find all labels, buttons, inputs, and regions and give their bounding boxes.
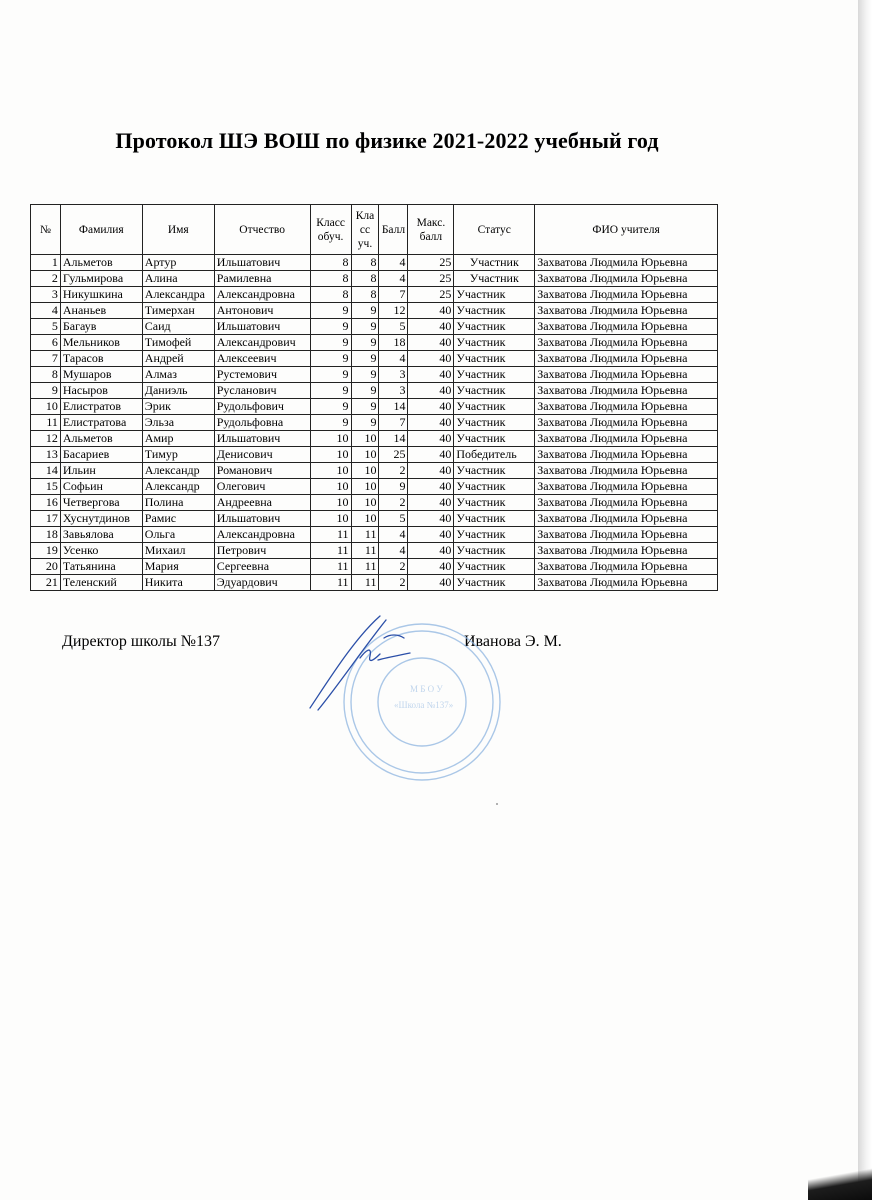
director-signature <box>300 598 430 723</box>
cell-patronymic: Ильшатович <box>214 255 310 271</box>
cell-score: 3 <box>379 367 408 383</box>
cell-patronymic: Ильшатович <box>214 319 310 335</box>
cell-grade-participating: 10 <box>351 479 379 495</box>
cell-status: Участник <box>454 351 535 367</box>
cell-surname: Гульмирова <box>60 271 142 287</box>
cell-max-score: 40 <box>408 511 454 527</box>
cell-patronymic: Эдуардович <box>214 575 310 591</box>
cell-patronymic: Олегович <box>214 479 310 495</box>
table-row <box>31 399 718 415</box>
cell-name: Тимерхан <box>142 303 214 319</box>
cell-status: Участник <box>454 367 535 383</box>
cell-grade-studying: 10 <box>310 463 351 479</box>
cell-status: Участник <box>454 303 535 319</box>
cell-teacher: Захватова Людмила Юрьевна <box>535 287 718 303</box>
cell-status: Участник <box>454 399 535 415</box>
table-row <box>31 303 718 319</box>
cell-score: 25 <box>379 447 408 463</box>
cell-number: 21 <box>31 575 61 591</box>
table-row <box>31 463 718 479</box>
director-name: Иванова Э. М. <box>464 633 562 650</box>
cell-number: 16 <box>31 495 61 511</box>
table-row <box>31 559 718 575</box>
cell-number: 7 <box>31 351 61 367</box>
scan-speck <box>496 803 498 805</box>
cell-status: Победитель <box>454 447 535 463</box>
cell-patronymic: Рустемович <box>214 367 310 383</box>
cell-number: 14 <box>31 463 61 479</box>
cell-teacher: Захватова Людмила Юрьевна <box>535 543 718 559</box>
cell-score: 4 <box>379 351 408 367</box>
scan-corner-shadow <box>808 1166 872 1200</box>
cell-name: Саид <box>142 319 214 335</box>
cell-number: 9 <box>31 383 61 399</box>
cell-name: Рамис <box>142 511 214 527</box>
cell-surname: Насыров <box>60 383 142 399</box>
cell-score: 9 <box>379 479 408 495</box>
cell-max-score: 40 <box>408 383 454 399</box>
cell-max-score: 40 <box>408 303 454 319</box>
cell-score: 4 <box>379 527 408 543</box>
cell-name: Тимофей <box>142 335 214 351</box>
cell-patronymic: Рудольфович <box>214 399 310 415</box>
cell-score: 7 <box>379 415 408 431</box>
cell-patronymic: Антонович <box>214 303 310 319</box>
table-row <box>31 479 718 495</box>
cell-grade-studying: 9 <box>310 335 351 351</box>
cell-name: Андрей <box>142 351 214 367</box>
cell-patronymic: Рудольфовна <box>214 415 310 431</box>
cell-score: 3 <box>379 383 408 399</box>
cell-grade-studying: 10 <box>310 479 351 495</box>
cell-grade-studying: 10 <box>310 447 351 463</box>
cell-surname: Тарасов <box>60 351 142 367</box>
cell-score: 4 <box>379 543 408 559</box>
cell-teacher: Захватова Людмила Юрьевна <box>535 319 718 335</box>
cell-grade-participating: 10 <box>351 463 379 479</box>
cell-number: 12 <box>31 431 61 447</box>
cell-teacher: Захватова Людмила Юрьевна <box>535 271 718 287</box>
cell-teacher: Захватова Людмила Юрьевна <box>535 431 718 447</box>
cell-surname: Мушаров <box>60 367 142 383</box>
cell-number: 20 <box>31 559 61 575</box>
cell-teacher: Захватова Людмила Юрьевна <box>535 463 718 479</box>
cell-teacher: Захватова Людмила Юрьевна <box>535 575 718 591</box>
cell-score: 2 <box>379 559 408 575</box>
cell-status: Участник <box>454 271 535 287</box>
cell-score: 12 <box>379 303 408 319</box>
header-col-patronymic: Отчество <box>214 205 310 255</box>
cell-teacher: Захватова Людмила Юрьевна <box>535 511 718 527</box>
cell-name: Алина <box>142 271 214 287</box>
cell-score: 7 <box>379 287 408 303</box>
cell-teacher: Захватова Людмила Юрьевна <box>535 527 718 543</box>
cell-max-score: 40 <box>408 431 454 447</box>
cell-surname: Завьялова <box>60 527 142 543</box>
cell-surname: Альметов <box>60 255 142 271</box>
cell-patronymic: Александровна <box>214 287 310 303</box>
table-row <box>31 255 718 271</box>
cell-grade-participating: 8 <box>351 287 379 303</box>
cell-grade-participating: 9 <box>351 303 379 319</box>
cell-status: Участник <box>454 415 535 431</box>
cell-surname: Басариев <box>60 447 142 463</box>
cell-max-score: 40 <box>408 415 454 431</box>
cell-number: 11 <box>31 415 61 431</box>
cell-surname: Усенко <box>60 543 142 559</box>
cell-score: 14 <box>379 431 408 447</box>
cell-max-score: 40 <box>408 367 454 383</box>
cell-grade-participating: 11 <box>351 575 379 591</box>
cell-grade-participating: 9 <box>351 383 379 399</box>
cell-status: Участник <box>454 463 535 479</box>
cell-name: Даниэль <box>142 383 214 399</box>
cell-number: 13 <box>31 447 61 463</box>
cell-max-score: 25 <box>408 271 454 287</box>
cell-status: Участник <box>454 559 535 575</box>
table-header <box>31 205 718 255</box>
cell-grade-participating: 10 <box>351 447 379 463</box>
cell-grade-studying: 10 <box>310 511 351 527</box>
cell-number: 15 <box>31 479 61 495</box>
cell-grade-participating: 9 <box>351 319 379 335</box>
cell-surname: Татьянина <box>60 559 142 575</box>
cell-number: 19 <box>31 543 61 559</box>
cell-grade-studying: 8 <box>310 271 351 287</box>
cell-grade-studying: 9 <box>310 303 351 319</box>
cell-name: Михаил <box>142 543 214 559</box>
cell-max-score: 40 <box>408 527 454 543</box>
cell-teacher: Захватова Людмила Юрьевна <box>535 351 718 367</box>
table-row <box>31 319 718 335</box>
cell-status: Участник <box>454 255 535 271</box>
cell-teacher: Захватова Людмила Юрьевна <box>535 415 718 431</box>
cell-grade-participating: 10 <box>351 511 379 527</box>
header-col-number: № <box>31 205 61 255</box>
cell-grade-participating: 9 <box>351 399 379 415</box>
svg-text:«Школа №137»: «Школа №137» <box>394 700 454 710</box>
cell-number: 17 <box>31 511 61 527</box>
cell-grade-studying: 9 <box>310 319 351 335</box>
cell-teacher: Захватова Людмила Юрьевна <box>535 559 718 575</box>
cell-grade-participating: 11 <box>351 559 379 575</box>
table-row <box>31 351 718 367</box>
cell-patronymic: Алексеевич <box>214 351 310 367</box>
header-col-grade-studying: Класс обуч. <box>310 205 351 255</box>
cell-status: Участник <box>454 383 535 399</box>
cell-grade-participating: 9 <box>351 335 379 351</box>
cell-grade-studying: 9 <box>310 415 351 431</box>
cell-max-score: 25 <box>408 287 454 303</box>
cell-grade-studying: 11 <box>310 527 351 543</box>
table-row <box>31 511 718 527</box>
cell-patronymic: Рамилевна <box>214 271 310 287</box>
results-table <box>30 204 718 591</box>
cell-score: 5 <box>379 319 408 335</box>
cell-max-score: 40 <box>408 447 454 463</box>
cell-surname: Ананьев <box>60 303 142 319</box>
cell-surname: Ильин <box>60 463 142 479</box>
cell-teacher: Захватова Людмила Юрьевна <box>535 399 718 415</box>
cell-max-score: 40 <box>408 351 454 367</box>
cell-status: Участник <box>454 543 535 559</box>
cell-name: Тимур <box>142 447 214 463</box>
cell-number: 10 <box>31 399 61 415</box>
cell-max-score: 40 <box>408 479 454 495</box>
table-row <box>31 367 718 383</box>
table-row <box>31 287 718 303</box>
cell-surname: Никушкина <box>60 287 142 303</box>
cell-name: Ольга <box>142 527 214 543</box>
cell-teacher: Захватова Людмила Юрьевна <box>535 367 718 383</box>
cell-number: 1 <box>31 255 61 271</box>
cell-surname: Елистратов <box>60 399 142 415</box>
cell-max-score: 40 <box>408 495 454 511</box>
scan-edge <box>858 0 872 1200</box>
cell-status: Участник <box>454 479 535 495</box>
cell-score: 18 <box>379 335 408 351</box>
cell-patronymic: Петрович <box>214 543 310 559</box>
cell-name: Никита <box>142 575 214 591</box>
cell-score: 5 <box>379 511 408 527</box>
cell-max-score: 40 <box>408 543 454 559</box>
cell-name: Александра <box>142 287 214 303</box>
cell-grade-studying: 11 <box>310 575 351 591</box>
cell-score: 4 <box>379 271 408 287</box>
cell-status: Участник <box>454 319 535 335</box>
cell-status: Участник <box>454 495 535 511</box>
cell-grade-studying: 9 <box>310 351 351 367</box>
cell-patronymic: Романович <box>214 463 310 479</box>
director-label: Директор школы №137 <box>62 633 220 650</box>
cell-teacher: Захватова Людмила Юрьевна <box>535 447 718 463</box>
header-col-surname: Фамилия <box>60 205 142 255</box>
table-row <box>31 575 718 591</box>
header-col-teacher: ФИО учителя <box>535 205 718 255</box>
table-row <box>31 527 718 543</box>
cell-surname: Хуснутдинов <box>60 511 142 527</box>
cell-number: 5 <box>31 319 61 335</box>
cell-surname: Альметов <box>60 431 142 447</box>
table-row <box>31 335 718 351</box>
cell-number: 3 <box>31 287 61 303</box>
table-row <box>31 415 718 431</box>
cell-grade-studying: 9 <box>310 383 351 399</box>
table-body <box>31 255 718 591</box>
header-col-score: Балл <box>379 205 408 255</box>
cell-number: 2 <box>31 271 61 287</box>
cell-patronymic: Ильшатович <box>214 431 310 447</box>
cell-surname: Багаув <box>60 319 142 335</box>
cell-number: 18 <box>31 527 61 543</box>
cell-grade-participating: 9 <box>351 351 379 367</box>
header-col-name: Имя <box>142 205 214 255</box>
cell-surname: Елистратова <box>60 415 142 431</box>
cell-grade-participating: 11 <box>351 527 379 543</box>
cell-score: 2 <box>379 575 408 591</box>
cell-grade-participating: 9 <box>351 415 379 431</box>
cell-name: Александр <box>142 479 214 495</box>
cell-grade-studying: 10 <box>310 431 351 447</box>
cell-patronymic: Сергеевна <box>214 559 310 575</box>
cell-patronymic: Русланович <box>214 383 310 399</box>
header-row <box>31 205 718 255</box>
cell-grade-studying: 9 <box>310 367 351 383</box>
cell-max-score: 40 <box>408 319 454 335</box>
title-text: Протокол ШЭ ВОШ по физике 2021-2022 учебный год <box>115 128 659 153</box>
cell-grade-studying: 9 <box>310 399 351 415</box>
cell-status: Участник <box>454 511 535 527</box>
cell-name: Артур <box>142 255 214 271</box>
cell-max-score: 40 <box>408 463 454 479</box>
cell-teacher: Захватова Людмила Юрьевна <box>535 479 718 495</box>
table-row <box>31 271 718 287</box>
cell-grade-participating: 8 <box>351 255 379 271</box>
cell-max-score: 40 <box>408 399 454 415</box>
header-col-max-score: Макс. балл <box>408 205 454 255</box>
cell-name: Алмаз <box>142 367 214 383</box>
cell-grade-studying: 11 <box>310 543 351 559</box>
cell-patronymic: Александровна <box>214 527 310 543</box>
table-row <box>31 495 718 511</box>
table-row <box>31 383 718 399</box>
cell-name: Александр <box>142 463 214 479</box>
cell-max-score: 40 <box>408 335 454 351</box>
document-title <box>0 128 774 154</box>
cell-teacher: Захватова Людмила Юрьевна <box>535 303 718 319</box>
cell-surname: Мельников <box>60 335 142 351</box>
cell-grade-studying: 10 <box>310 495 351 511</box>
cell-teacher: Захватова Людмила Юрьевна <box>535 495 718 511</box>
cell-name: Эрик <box>142 399 214 415</box>
cell-name: Полина <box>142 495 214 511</box>
cell-patronymic: Андреевна <box>214 495 310 511</box>
table-row <box>31 543 718 559</box>
cell-patronymic: Ильшатович <box>214 511 310 527</box>
cell-max-score: 40 <box>408 575 454 591</box>
cell-number: 8 <box>31 367 61 383</box>
cell-name: Эльза <box>142 415 214 431</box>
cell-grade-participating: 8 <box>351 271 379 287</box>
cell-number: 6 <box>31 335 61 351</box>
cell-name: Амир <box>142 431 214 447</box>
cell-score: 4 <box>379 255 408 271</box>
table-row <box>31 447 718 463</box>
cell-grade-participating: 10 <box>351 431 379 447</box>
cell-grade-participating: 9 <box>351 367 379 383</box>
table-row <box>31 431 718 447</box>
cell-score: 2 <box>379 495 408 511</box>
header-col-status: Статус <box>454 205 535 255</box>
cell-status: Участник <box>454 287 535 303</box>
cell-max-score: 40 <box>408 559 454 575</box>
cell-number: 4 <box>31 303 61 319</box>
cell-status: Участник <box>454 335 535 351</box>
cell-teacher: Захватова Людмила Юрьевна <box>535 255 718 271</box>
svg-text:М Б О У: М Б О У <box>410 684 443 694</box>
cell-patronymic: Александрович <box>214 335 310 351</box>
cell-teacher: Захватова Людмила Юрьевна <box>535 335 718 351</box>
cell-score: 2 <box>379 463 408 479</box>
cell-status: Участник <box>454 431 535 447</box>
cell-status: Участник <box>454 527 535 543</box>
cell-score: 14 <box>379 399 408 415</box>
cell-grade-participating: 11 <box>351 543 379 559</box>
cell-surname: Софьин <box>60 479 142 495</box>
cell-max-score: 25 <box>408 255 454 271</box>
cell-status: Участник <box>454 575 535 591</box>
cell-grade-studying: 8 <box>310 287 351 303</box>
cell-grade-studying: 8 <box>310 255 351 271</box>
cell-grade-studying: 11 <box>310 559 351 575</box>
cell-name: Мария <box>142 559 214 575</box>
cell-grade-participating: 10 <box>351 495 379 511</box>
cell-surname: Четвергова <box>60 495 142 511</box>
header-col-grade-participating: Кла сс уч. <box>351 205 379 255</box>
cell-patronymic: Денисович <box>214 447 310 463</box>
cell-teacher: Захватова Людмила Юрьевна <box>535 383 718 399</box>
cell-surname: Теленский <box>60 575 142 591</box>
